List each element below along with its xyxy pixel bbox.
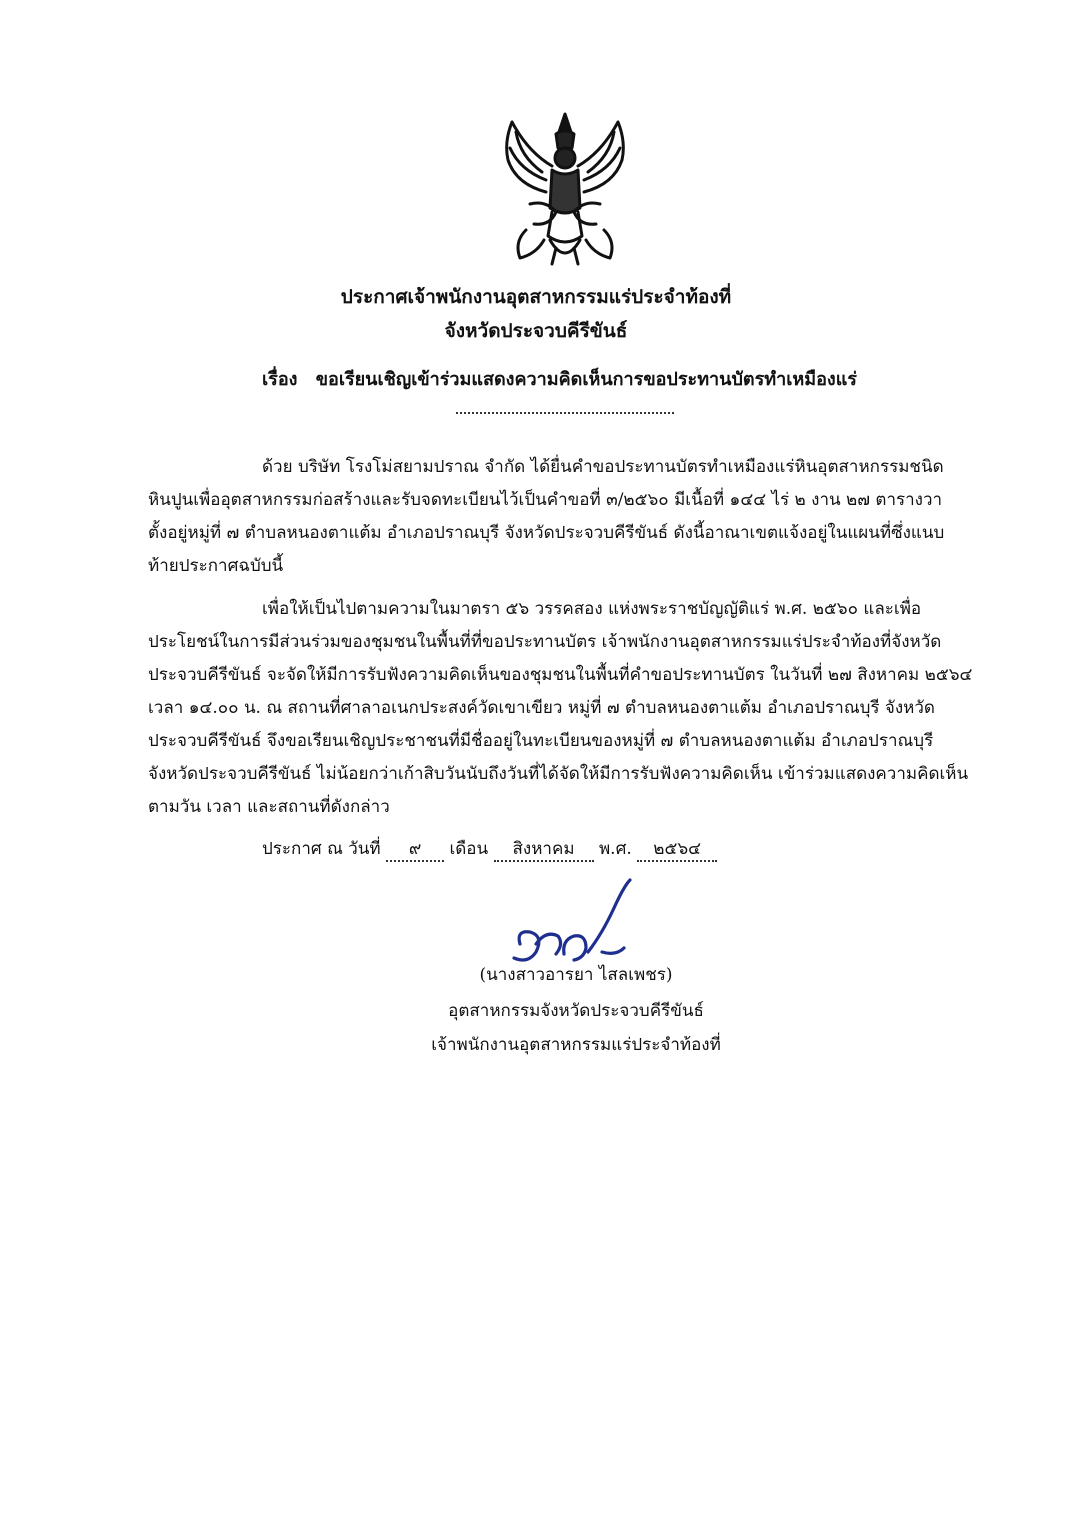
paragraph2-line: ประโยชน์ในการมีส่วนร่วมของชุมชนในพื้นที่ที่ขอประทานบัตร เจ้าพนักงานอุตสาหกรรมแร่ประจำท้องที่จังหวัด	[148, 632, 942, 652]
paragraph2-line: ประจวบคีรีขันธ์ จะจัดให้มีการรับฟังความคิดเห็นของชุมชนในพื้นที่คำขอประทานบัตร ในวันที่ ๒๗ สิงหาคม ๒๕๖๔	[148, 665, 973, 685]
subject-line	[262, 367, 902, 393]
era-label: พ.ศ.	[598, 839, 632, 859]
paragraph2-line: จังหวัดประจวบคีรีขันธ์ ไม่น้อยกว่าเก้าสิบวันนับถึงวันที่ได้จัดให้มีการรับฟังความคิดเห็น เข้าร่วมแสดงความคิดเห็น	[148, 764, 969, 784]
date-month: สิงหาคม	[494, 838, 594, 862]
date-prefix: ประกาศ ณ วันที่	[262, 839, 381, 859]
signer-position-1: อุตสาหกรรมจังหวัดประจวบคีรีขันธ์	[448, 1001, 704, 1021]
handwritten-signature	[506, 874, 652, 966]
signer-position-2: เจ้าพนักงานอุตสาหกรรมแร่ประจำท้องที่	[431, 1035, 721, 1055]
signer-name: (นางสาวอารยา ไสลเพชร)	[479, 965, 673, 985]
paragraph2-line: เวลา ๑๔.๐๐ น. ณ สถานที่ศาลาอเนกประสงค์วัดเขาเขียว หมู่ที่ ๗ ตำบลหนองตาแต้ม อำเภอปราณบุรี จังหวัด	[148, 698, 935, 718]
month-label: เดือน	[449, 839, 489, 859]
separator-dots	[456, 402, 674, 414]
date-day: ๙	[386, 838, 444, 862]
paragraph2-line: ตามวัน เวลา และสถานที่ดังกล่าว	[148, 797, 390, 817]
announcement-date	[262, 835, 717, 863]
paragraph1-line: หินปูนเพื่ออุตสาหกรรมก่อสร้างและรับจดทะเบียนไว้เป็นคำขอที่ ๓/๒๕๖๐ มีเนื้อที่ ๑๔๔ ไร่ ๒ งาน ๒๗ ตารางวา	[148, 490, 943, 510]
subject-text: ขอเรียนเชิญเข้าร่วมแสดงความคิดเห็นการขอประทานบัตรทำเหมืองแร่	[315, 369, 857, 390]
paragraph1-line: ท้ายประกาศฉบับนี้	[148, 556, 284, 576]
title-line-2: จังหวัดประจวบคีรีขันธ์	[444, 320, 628, 342]
garuda-emblem-icon	[490, 108, 640, 268]
subject-label: เรื่อง	[262, 369, 298, 390]
title-line-1: ประกาศเจ้าพนักงานอุตสาหกรรมแร่ประจำท้องที่	[340, 286, 732, 308]
paragraph2-line: เพื่อให้เป็นไปตามความในมาตรา ๕๖ วรรคสอง แห่งพระราชบัญญัติแร่ พ.ศ. ๒๕๖๐ และเพื่อ	[262, 599, 922, 619]
date-year: ๒๕๖๔	[637, 838, 717, 862]
paragraph1-line: ด้วย บริษัท โรงโม่สยามปราณ จำกัด ได้ยื่นคำขอประทานบัตรทำเหมืองแร่หินอุตสาหกรรมชนิด	[262, 457, 944, 477]
paragraph2-line: ประจวบคีรีขันธ์ จึงขอเรียนเชิญประชาชนที่มีชื่ออยู่ในทะเบียนของหมู่ที่ ๗ ตำบลหนองตาแต้ม อำเภอปราณบุรี	[148, 731, 934, 751]
paragraph1-line: ตั้งอยู่หมู่ที่ ๗ ตำบลหนองตาแต้ม อำเภอปราณบุรี จังหวัดประจวบคีรีขันธ์ ดังนี้อาณาเขตแจ้งอยู่ในแผนที่ซึ่งแนบ	[148, 523, 945, 543]
